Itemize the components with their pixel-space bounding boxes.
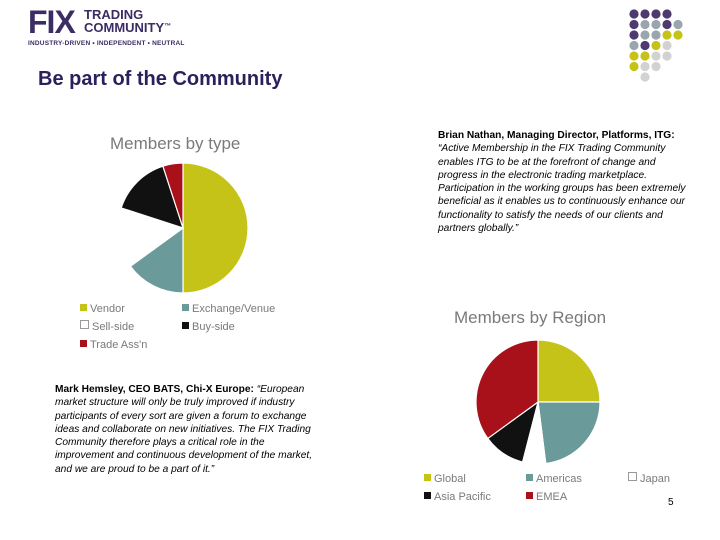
legend-members-by-type	[80, 302, 320, 360]
decorative-dot	[629, 51, 638, 60]
decorative-dot	[651, 41, 660, 50]
legend-label: Asia Pacific	[434, 491, 491, 503]
legend-item-vendor	[80, 302, 125, 316]
decorative-dot	[640, 41, 649, 50]
logo-wordmark: FIX	[28, 4, 75, 40]
legend-item-trade-ass-n	[80, 338, 147, 352]
pie-members-by-type	[80, 150, 320, 310]
pie-slice-global	[538, 340, 600, 402]
page-number: 5	[668, 497, 674, 508]
chart-title-region: Members by Region	[454, 308, 607, 327]
logo-text	[84, 9, 171, 34]
legend-swatch	[182, 322, 189, 329]
legend-swatch	[628, 472, 637, 481]
members-by-region-chart	[424, 302, 670, 512]
legend-label: Americas	[536, 473, 582, 485]
decorative-dot	[673, 30, 682, 39]
legend-swatch	[526, 492, 533, 499]
legend-item-buy-side	[182, 320, 235, 334]
legend-label: Exchange/Venue	[192, 303, 276, 315]
decorative-dot	[629, 30, 638, 39]
decorative-dot-grid	[628, 8, 698, 88]
logo-tagline: INDUSTRY-DRIVEN • INDEPENDENT • NEUTRAL	[28, 40, 185, 47]
members-by-type-chart	[80, 126, 320, 362]
decorative-dot	[640, 30, 649, 39]
legend-item-sell-side	[80, 320, 134, 334]
quote-speaker-nathan: Brian Nathan, Managing Director, Platforms, ITG:	[438, 130, 675, 141]
legend-item-global	[424, 472, 466, 486]
quote-speaker-hemsley: Mark Hemsley, CEO BATS, Chi-X Europe:	[55, 384, 254, 395]
decorative-dot	[640, 9, 649, 18]
legend-swatch	[424, 474, 431, 481]
chart-title-type: Members by type	[110, 134, 241, 153]
fix-logo	[28, 6, 208, 46]
legend-swatch	[80, 340, 87, 347]
decorative-dot	[651, 62, 660, 71]
decorative-dot	[640, 72, 649, 81]
slide-title: Be part of the Community	[38, 68, 283, 90]
legend-label: Trade Ass'n	[90, 339, 148, 351]
decorative-dot	[629, 9, 638, 18]
legend-swatch	[80, 304, 87, 311]
legend-label: Sell-side	[92, 321, 135, 333]
decorative-dot	[651, 20, 660, 29]
decorative-dot	[629, 41, 638, 50]
legend-swatch	[526, 474, 533, 481]
logo-line-trading: TRADING	[84, 7, 144, 22]
quote-mark-hemsley	[55, 383, 317, 476]
legend-swatch	[182, 304, 189, 311]
legend-item-americas	[526, 472, 582, 486]
decorative-dot	[651, 9, 660, 18]
decorative-dot	[662, 9, 671, 18]
legend-item-exchange-venue	[182, 302, 275, 316]
quote-text-hemsley: “European market structure will only be truly improved if industry participants of every sort are given a forum to exchange ideas and collaborate on new initiatives. The FIX Trading Community therefore plays a critical role in the improvement and continuous development of the market, and we are proud to be a part of it.”	[55, 384, 313, 475]
legend-label: Buy-side	[192, 321, 235, 333]
legend-item-asia-pacific	[424, 490, 491, 504]
legend-label: Global	[434, 473, 466, 485]
decorative-dot	[662, 30, 671, 39]
decorative-dot	[640, 62, 649, 71]
trademark-symbol: ™	[164, 23, 172, 30]
legend-item-emea	[526, 490, 567, 504]
legend-label: Vendor	[90, 303, 125, 315]
decorative-dot	[662, 20, 671, 29]
decorative-dot	[629, 62, 638, 71]
legend-swatch	[80, 320, 89, 329]
decorative-dot	[640, 51, 649, 60]
logo-line-community: COMMUNITY™	[84, 20, 172, 35]
decorative-dot	[673, 20, 682, 29]
legend-swatch	[424, 492, 431, 499]
legend-label: EMEA	[536, 491, 568, 503]
legend-item-japan	[628, 472, 670, 486]
decorative-dot	[651, 30, 660, 39]
quote-brian-nathan	[438, 129, 696, 235]
quote-text-nathan: “Active Membership in the FIX Trading Community enables ITG to be at the forefront of change and progress in the electronic trading marketplace. Participation in the working groups has been extremely beneficial as it enables us to continuously enhance our functionality to satisfy the needs of our clients and partners globally.”	[438, 143, 686, 235]
decorative-dot	[662, 51, 671, 60]
legend-members-by-region	[424, 472, 670, 512]
legend-label: Japan	[640, 473, 670, 485]
decorative-dot	[629, 20, 638, 29]
decorative-dot	[651, 51, 660, 60]
pie-slice-vendor	[183, 163, 248, 293]
pie-slice-americas	[538, 402, 600, 464]
decorative-dot	[640, 20, 649, 29]
decorative-dot	[662, 41, 671, 50]
pie-members-by-region	[424, 328, 664, 478]
